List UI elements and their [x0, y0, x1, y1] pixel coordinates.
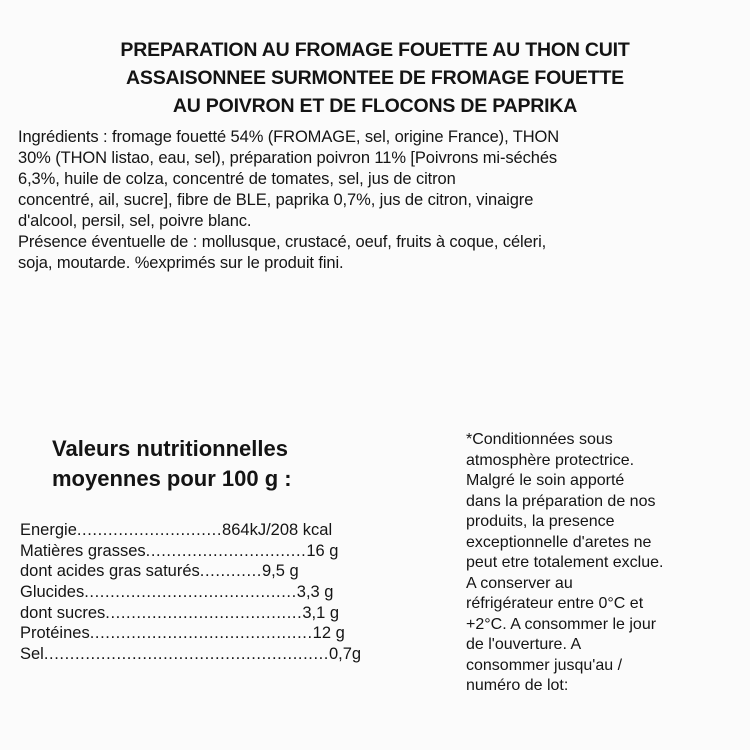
allergen-line: Présence éventuelle de : mollusque, crustacé, oeuf, fruits à coque, céleri,: [18, 233, 547, 251]
note-line: peut etre totalement exclue.: [466, 554, 664, 571]
ingredients-line: d'alcool, persil, sel, poivre blanc.: [18, 212, 252, 230]
nutrition-row-acides-gras-satures: [20, 561, 400, 582]
title-line: PREPARATION AU FROMAGE FOUETTE AU THON CUIT: [120, 39, 630, 61]
nutrition-row-proteines: [20, 623, 400, 644]
nutrition-dots: ......................................: [105, 603, 303, 622]
title-line: ASSAISONNEE SURMONTEE DE FROMAGE FOUETTE: [126, 67, 624, 89]
nutrition-label: Matières grasses: [20, 541, 146, 560]
nutrition-title-line: Valeurs nutritionnelles: [52, 436, 288, 461]
note-line: dans la préparation de nos: [466, 492, 656, 510]
nutrition-value: 3,3 g: [296, 583, 334, 602]
nutrition-row-sel: [20, 644, 400, 665]
nutrition-label: Energie: [20, 521, 77, 539]
nutrition-label: dont sucres: [20, 603, 106, 622]
nutrition-value: 9,5 g: [262, 562, 299, 581]
note-line: numéro de lot:: [466, 677, 569, 694]
nutrition-label: dont acides gras saturés: [20, 562, 200, 581]
nutrition-title-line: moyennes pour 100 g :: [52, 466, 292, 491]
note-line: +2°C. A consommer le jour: [466, 615, 657, 633]
nutrition-value: 12 g: [312, 624, 345, 643]
nutrition-dots: ...............................: [145, 541, 307, 560]
nutrition-dots: .........................................: [84, 583, 297, 602]
ingredients-line: 30% (THON listao, eau, sel), préparation poivron 11% [Poivrons mi-séchés: [18, 149, 558, 167]
nutrition-label: Protéines: [20, 624, 90, 643]
nutrition-value: 0,7g: [329, 645, 362, 664]
storage-note: [466, 430, 746, 697]
ingredients-line: concentré, ail, sucre], fibre de BLE, paprika 0,7%, jus de citron, vinaigre: [18, 191, 534, 209]
nutrition-row-sucres: [20, 603, 400, 624]
note-line: atmosphère protectrice.: [466, 451, 635, 469]
nutrition-title: [52, 434, 292, 494]
note-line: produits, la presence: [466, 513, 615, 530]
nutrition-table: [20, 520, 400, 665]
nutrition-dots: ............................: [76, 521, 223, 539]
allergen-line: soja, moutarde. %exprimés sur le produit fini.: [18, 254, 344, 272]
note-line: exceptionnelle d'aretes ne: [466, 533, 652, 551]
note-line: Malgré le soin apporté: [466, 472, 625, 489]
nutrition-label: Glucides: [20, 583, 85, 602]
ingredients-line: 6,3%, huile de colza, concentré de tomates, sel, jus de citron: [18, 170, 456, 188]
note-line: *Conditionnées sous: [466, 431, 613, 448]
product-title: [40, 36, 710, 120]
note-line: réfrigérateur entre 0°C et: [466, 595, 644, 612]
ingredients-line: Ingrédients : fromage fouetté 54% (FROMAGE, sel, origine France), THON: [18, 128, 560, 146]
nutrition-row-energie: [20, 520, 400, 541]
nutrition-row-glucides: [20, 582, 400, 603]
title-line: AU POIVRON ET DE FLOCONS DE PAPRIKA: [172, 95, 578, 117]
nutrition-value: 864kJ/208 kcal: [222, 521, 333, 539]
note-line: de l'ouverture. A: [466, 636, 582, 653]
nutrition-value: 3,1 g: [302, 603, 340, 622]
ingredients-block: [18, 127, 746, 274]
nutrition-dots: ............: [199, 562, 262, 581]
nutrition-row-matieres-grasses: [20, 541, 400, 562]
note-line: A conserver au: [466, 574, 573, 592]
note-line: consommer jusqu'au /: [466, 656, 623, 674]
nutrition-dots: ...........................................: [89, 624, 313, 643]
nutrition-label: Sel: [20, 645, 44, 664]
nutrition-dots: .......................................................: [43, 645, 329, 664]
nutrition-value: 16 g: [306, 541, 339, 560]
